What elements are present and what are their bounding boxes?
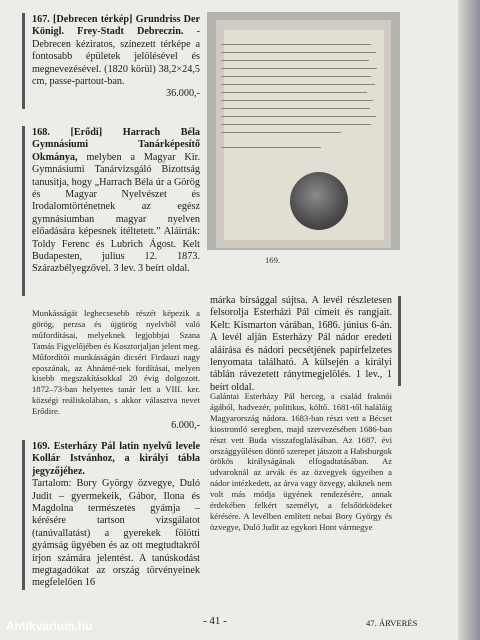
lot-169-rule [22,440,25,590]
page-edge-shadow [458,0,480,640]
lot-167-price: 36.000,- [166,88,200,100]
lot-168-rule [22,126,25,296]
lot-169 [32,441,200,590]
watermark: Antikvarium.hu [6,621,93,633]
lot-168-body: melyben a Magyar Kir. Gymnásiumi Tanárvizsgáló Bizottság tanusitja, hogy „Harrach Béla úr a Görög és Magyar Nyelvészet és Irodalomtörténetnek az egész gymnásiumban magyar nyelven előadására képesnek itéltetett.” Aláírták: Toldy Ferenc és Lubrich Ágost. Kelt Budapesten, julius 12. 1873. Szárazbélyegzővel. 3 lev. 3 beírt oldal. [32,151,200,275]
lot-169-heading: 169. Esterházy Pál latin nyelvű levele Kollár Istvánhoz, a királyi tábla jegyzőjéhez. [32,441,200,477]
lot-168-heading: 168. [Erődi] Harrach Béla Gymnásiumi Tanárképesítő Okmánya, [32,127,200,163]
document-photo [207,12,400,250]
photo-caption: 169. [265,255,281,265]
page-number: - 41 - [203,615,227,627]
lot-168 [32,127,200,276]
lot-168-price: 6.000,- [171,420,200,431]
lot-167 [32,14,200,101]
right-col-rule [398,296,401,386]
lot-168-note: Munkásságát leghecsesebb részét képezik a görög, perzsa és újgörög nyelvből való műfordításai, melyeknek legjobbjai Szana Tamás Figyelőjében és Kosztorjaljan jelent meg. Műfordítói munkásságán dicséri Firdauzi nagy eposzának, az Ahnámé-nek fordításai, melyen kisebb megszakításokkal 20 évig dolgozott. 1872–73-ban helyettes tanár lett a VIII. ker. községi reáliskolában, s akkor választva nevet Erődire. [32,308,200,417]
wax-seal [290,172,348,230]
auction-label: 47. ÁRVERÉS [366,618,418,628]
lot-167-heading: 167. [Debrecen térkép] Grundriss Der Königl. Frey-Stadt Debreczin. [32,14,200,38]
lot-167-body: - Debrecen kéziratos, színezett térképe a fontosabb épületek jelölésével és megnevezésével. (1820 körül) 38,2×24,5 cm, passe-partout-ban. [32,26,200,88]
lot-169-body: Tartalom: Bory György özvegye, Duló Judit – gyermekeik, Gábor, Ilona és Magdolna természetes gyámja – kérésére tartson vizsgálatot (tanúvallatást) a gyerekek fölötti gyámság ügyében és az ott megtudtakról írjon számára jelentést. A tanúskodást megtagadókat az ország törvényeinek megfelelően 16 [32,478,200,589]
lot-169-continued: márka bírsággal sújtsa. A levél részletesen felsorolja Esterházi Pál címeit és rangjait. Kelt: Kismarton várában, 1686. június 6-án. A levél alján Esterházy Pál nádor eredeti aláírása és nádori pecsétjének papírfelzetes lenyomata található. A külsején a királyi táblán rávezetett ránytmegjelölés. 1 lev., 1 beírt oldal. [210,295,392,393]
lot-167-rule [22,13,25,109]
lot-169-note: Galántai Esterházy Pál herceg, a család fraknói ágából, hadvezér, politikus, költő. 1681-től haláláig Magyarország nádora. 1683-ban részt vett a Bécset kiostromló seregben, majd szervezésében 1686-ban részt vett Buda visszafoglalásában. Az 1687. évi országgyűlésen döntő szerepet játszott a Habsburgok örökös királyságának elfogadtatásában. Az udvaroknál az arvák és az özvegyek ügyeiben a nádor intézkedett, az árva vagy özvegy, akiknek nem volt más módja ügyének rendezésére, annak érdekében felkért személyt, a felsőörködeket kérésére. A levélben említett nebai Bory György és özvegye, Duló Judit az egykori Hont vármegye [210,391,392,532]
